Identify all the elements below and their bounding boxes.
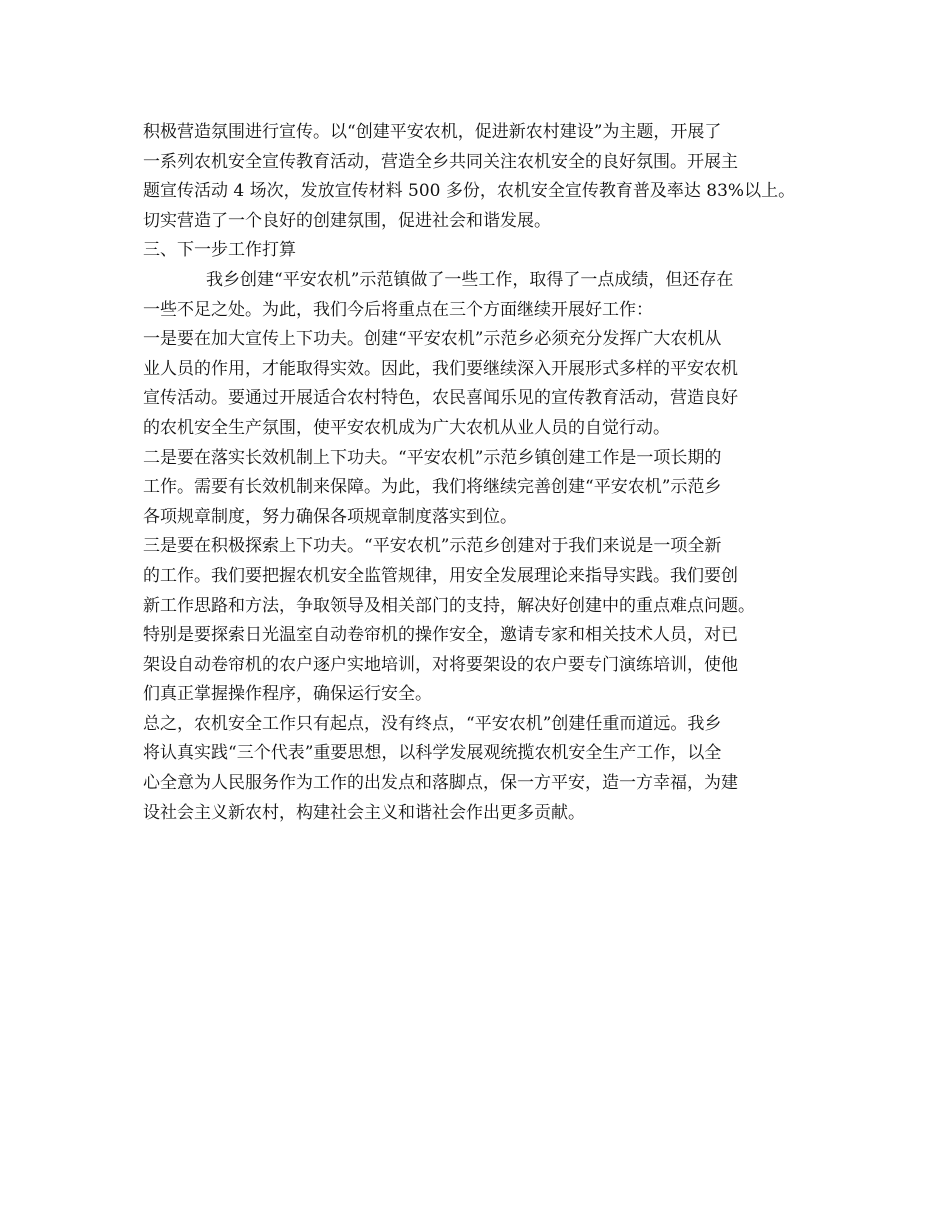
document-body [143, 118, 823, 828]
text-line-3: 题宣传活动 4 场次，发放宣传材料 500 多份，农机安全宣传教育普及率达 83%以上。 [143, 181, 796, 202]
text-line-13: 工作。需要有长效机制来保障。为此，我们将继续完善创建“平安农机”示范乡 [143, 477, 722, 498]
text-line-6: 我乡创建“平安农机”示范镇做了一些工作，取得了一点成绩，但还存在 [206, 269, 734, 290]
text-line-12: 二是要在落实长效机制上下功夫。“平安农机”示范乡镇创建工作是一项长期的 [143, 447, 722, 468]
section-heading: 三、下一步工作打算 [143, 240, 296, 261]
text-line-11: 的农机安全生产氛围，使平安农机成为广大农机从业人员的自觉行动。 [143, 417, 670, 438]
text-line-8: 一是要在加大宣传上下功夫。创建“平安农机”示范乡必须充分发挥广大农机从 [143, 329, 722, 350]
text-line-2: 一系列农机安全宣传教育活动，营造全乡共同关注农机安全的良好氛围。开展主 [143, 151, 738, 172]
text-line-16: 的工作。我们要把握农机安全监管规律，用安全发展理论来指导实践。我们要创 [143, 565, 738, 586]
text-line-20: 们真正掌握操作程序，确保运行安全。 [143, 684, 432, 705]
text-line-23: 心全意为人民服务作为工作的出发点和落脚点，保一方平安，造一方幸福，为建 [143, 773, 738, 794]
text-line-22: 将认真实践“三个代表”重要思想，以科学发展观统揽农机安全生产工作，以全 [143, 743, 722, 764]
text-line-9: 业人员的作用，才能取得实效。因此，我们要继续深入开展形式多样的平安农机 [143, 358, 738, 379]
text-line-18: 特别是要探索日光温室自动卷帘机的操作安全，邀请专家和相关技术人员，对已 [143, 625, 738, 646]
text-line-15: 三是要在积极探索上下功夫。“平安农机”示范乡创建对于我们来说是一项全新 [143, 536, 722, 557]
text-line-7: 一些不足之处。为此，我们今后将重点在三个方面继续开展好工作： [143, 299, 653, 320]
text-line-4: 切实营造了一个良好的创建氛围，促进社会和谐发展。 [143, 210, 551, 231]
text-line-21: 总之，农机安全工作只有起点，没有终点，“平安农机”创建任重而道远。我乡 [143, 713, 722, 734]
text-line-19: 架设自动卷帘机的农户逐户实地培训，对将要架设的农户要专门演练培训，使他 [143, 654, 738, 675]
text-line-24: 设社会主义新农村，构建社会主义和谐社会作出更多贡献。 [143, 802, 585, 823]
text-line-17: 新工作思路和方法，争取领导及相关部门的支持，解决好创建中的重点难点问题。 [143, 595, 755, 616]
text-line-1: 积极营造氛围进行宣传。以“创建平安农机，促进新农村建设”为主题，开展了 [143, 122, 722, 142]
text-line-14: 各项规章制度，努力确保各项规章制度落实到位。 [143, 506, 517, 527]
text-line-10: 宣传活动。要通过开展适合农村特色，农民喜闻乐见的宣传教育活动，营造良好 [143, 388, 738, 409]
